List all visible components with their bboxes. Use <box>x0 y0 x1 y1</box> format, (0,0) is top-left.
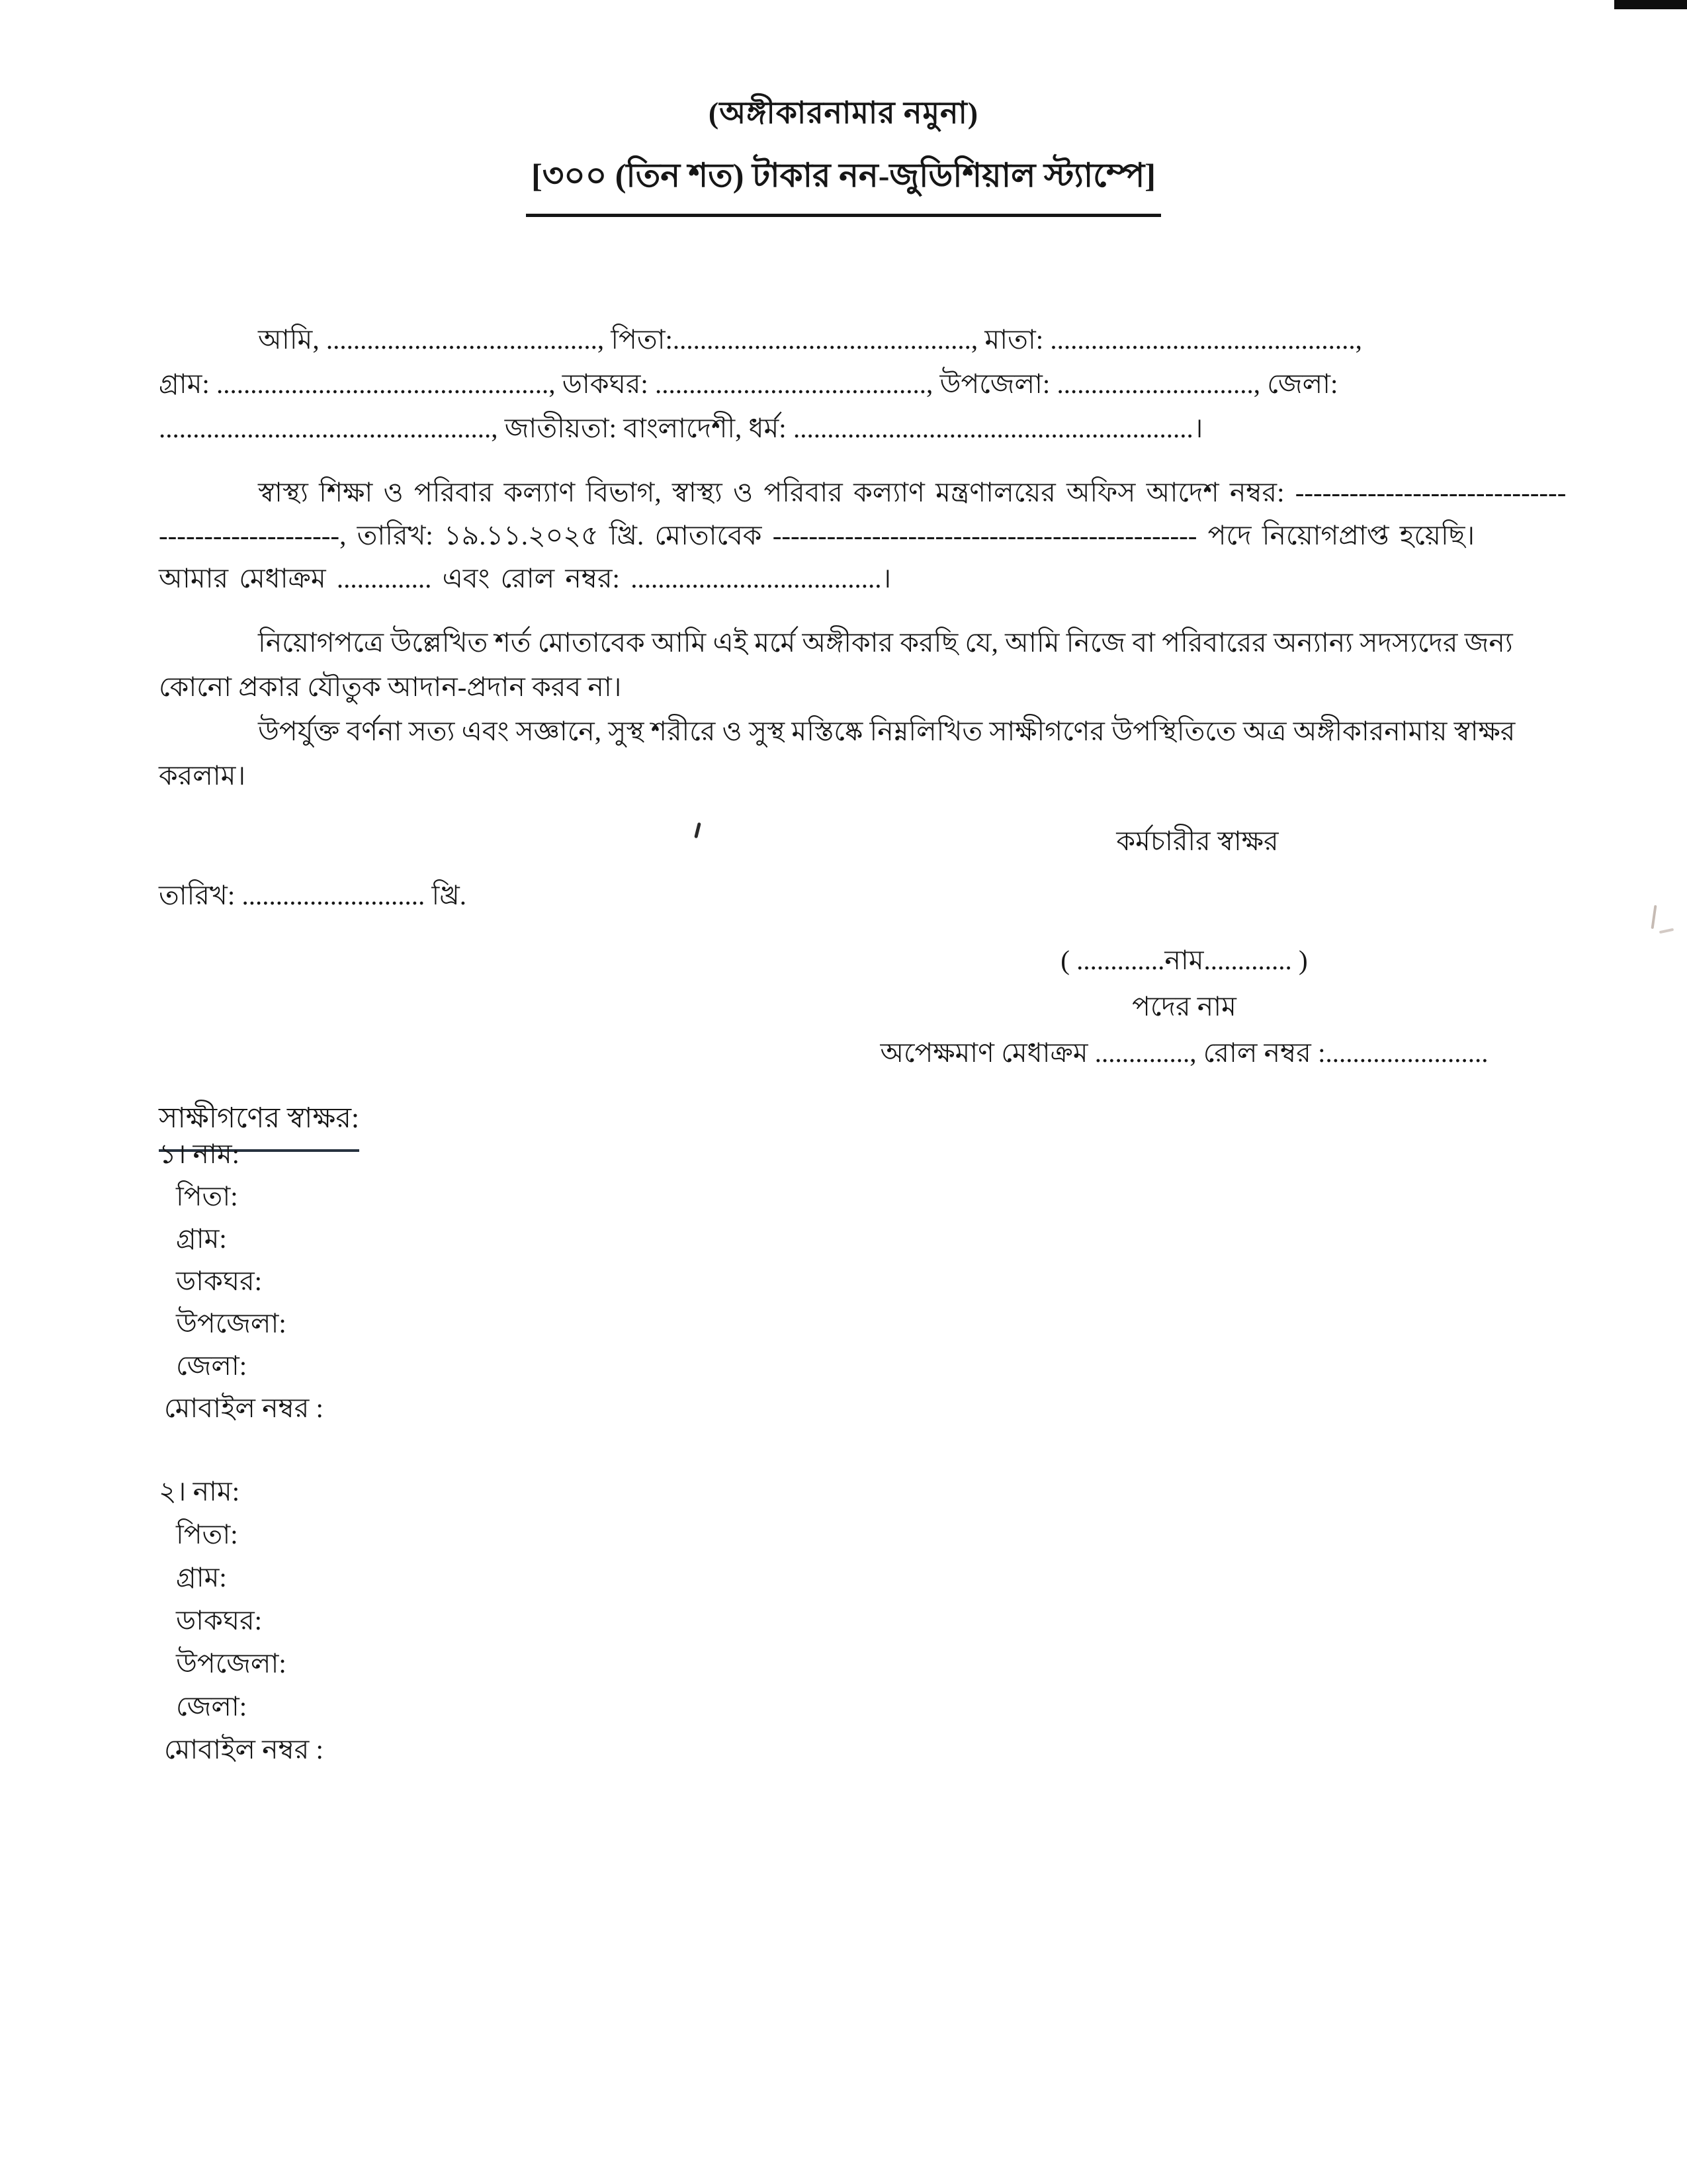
identity-line-1: আমি, ........................................, পিতা:............................................, মাতা: ............................................., <box>258 324 1362 355</box>
date-blank-line: তারিখ: ........................... খ্রি. <box>159 880 466 910</box>
witness-2-block <box>159 1470 324 1771</box>
witness-2-upazila-label: উপজেলা: <box>176 1648 286 1679</box>
pledge-paragraph <box>159 621 1538 709</box>
witness-2-name-label: ২। নাম: <box>159 1476 240 1507</box>
appointment-line-2: --------------------, তারিখ: ১৯.১১.২০২৫ খ্রি. মোতাবেক ----------------------------------------------- পদে নিয়োগপ্রাপ্ত হয়েছি। <box>159 520 1475 550</box>
stamp-value-note: [৩০০ (তিন শত) টাকার নন-জুডিশিয়াল স্ট্যাম্পে] <box>526 151 1161 217</box>
pledge-line-2: কোনো প্রকার যৌতুক আদান-প্রদান করব না। <box>159 672 622 702</box>
employee-signature-label: কর্মচারীর স্বাক্ষর <box>1116 826 1279 856</box>
witness-1-upazila-label: উপজেলা: <box>176 1308 286 1338</box>
appointment-line-3: আমার মেধাক্রম .............. এবং রোল নম্বর: .....................................। <box>159 563 892 593</box>
affidavit-sample-label: (অঙ্গীকারনামার নমুনা) <box>708 96 979 130</box>
attestation-paragraph <box>159 709 1538 798</box>
appointment-line-1: স্বাস্থ্য শিক্ষা ও পরিবার কল্যাণ বিভাগ, স্বাস্থ্য ও পরিবার কল্যাণ মন্ত্রণালয়ের অফিস আদেশ নম্বর: ------------------------------ <box>258 477 1567 507</box>
witness-2-village-label: গ্রাম: <box>176 1562 227 1593</box>
appointment-paragraph <box>159 471 1567 600</box>
signatory-name-block <box>834 939 1535 1078</box>
witness-1-post-office-label: ডাকঘর: <box>176 1266 263 1296</box>
pledge-line-1: নিয়োগপত্রে উল্লেখিত শর্ত মোতাবেক আমি এই মর্মে অঙ্গীকার করছি যে, আমি নিজে বা পরিবারের অন্যান্য সদস্যদের জন্য <box>258 627 1513 658</box>
witness-1-father-label: পিতা: <box>176 1181 238 1211</box>
scan-artifact-squiggle <box>1659 928 1674 934</box>
identity-line-2: গ্রাম: ................................................., ডাকঘর: ........................................, উপজেলা: ............................., জেলা: <box>159 369 1338 399</box>
witness-2-post-office-label: ডাকঘর: <box>176 1605 263 1636</box>
scan-artifact-corner-bar <box>1614 0 1687 9</box>
witness-1-village-label: গ্রাম: <box>176 1223 227 1254</box>
witness-1-name-label: ১। নাম: <box>159 1139 240 1169</box>
signatory-name-blank: ( .............নাম............. ) <box>1060 945 1308 975</box>
attestation-line-1: উপর্যুক্ত বর্ণনা সত্য এবং সজ্ঞানে, সুস্থ শরীরে ও সুস্থ মস্তিষ্কে নিম্নলিখিত সাক্ষীগণের উপস্থিতিতে অত্র অঙ্গীকারনামায় স্বাক্ষর <box>258 716 1516 746</box>
attestation-line-2: করলাম। <box>159 760 246 791</box>
witness-1-mobile-label: মোবাইল নম্বর : <box>164 1393 324 1423</box>
signatory-merit-roll-line: অপেক্ষমাণ মেধাক্রম .............., রোল নম্বর :........................ <box>880 1037 1489 1068</box>
witness-2-father-label: পিতা: <box>176 1519 238 1550</box>
scan-artifact-squiggle <box>1651 905 1657 929</box>
identity-line-3: ................................................., জাতীয়তা: বাংলাদেশী, ধর্ম: ...........................................................। <box>159 413 1203 443</box>
witnesses-heading: সাক্ষীগণের স্বাক্ষর: <box>159 1097 359 1152</box>
document-header <box>0 90 1687 217</box>
signatory-post-name: পদের নাম <box>1132 991 1236 1022</box>
scan-artifact-speck <box>694 822 701 838</box>
identity-paragraph <box>159 318 1538 451</box>
witness-1-block <box>159 1133 324 1429</box>
witness-2-district-label: জেলা: <box>176 1691 247 1722</box>
witness-1-district-label: জেলা: <box>176 1350 247 1381</box>
witness-2-mobile-label: মোবাইল নম্বর : <box>164 1734 324 1765</box>
